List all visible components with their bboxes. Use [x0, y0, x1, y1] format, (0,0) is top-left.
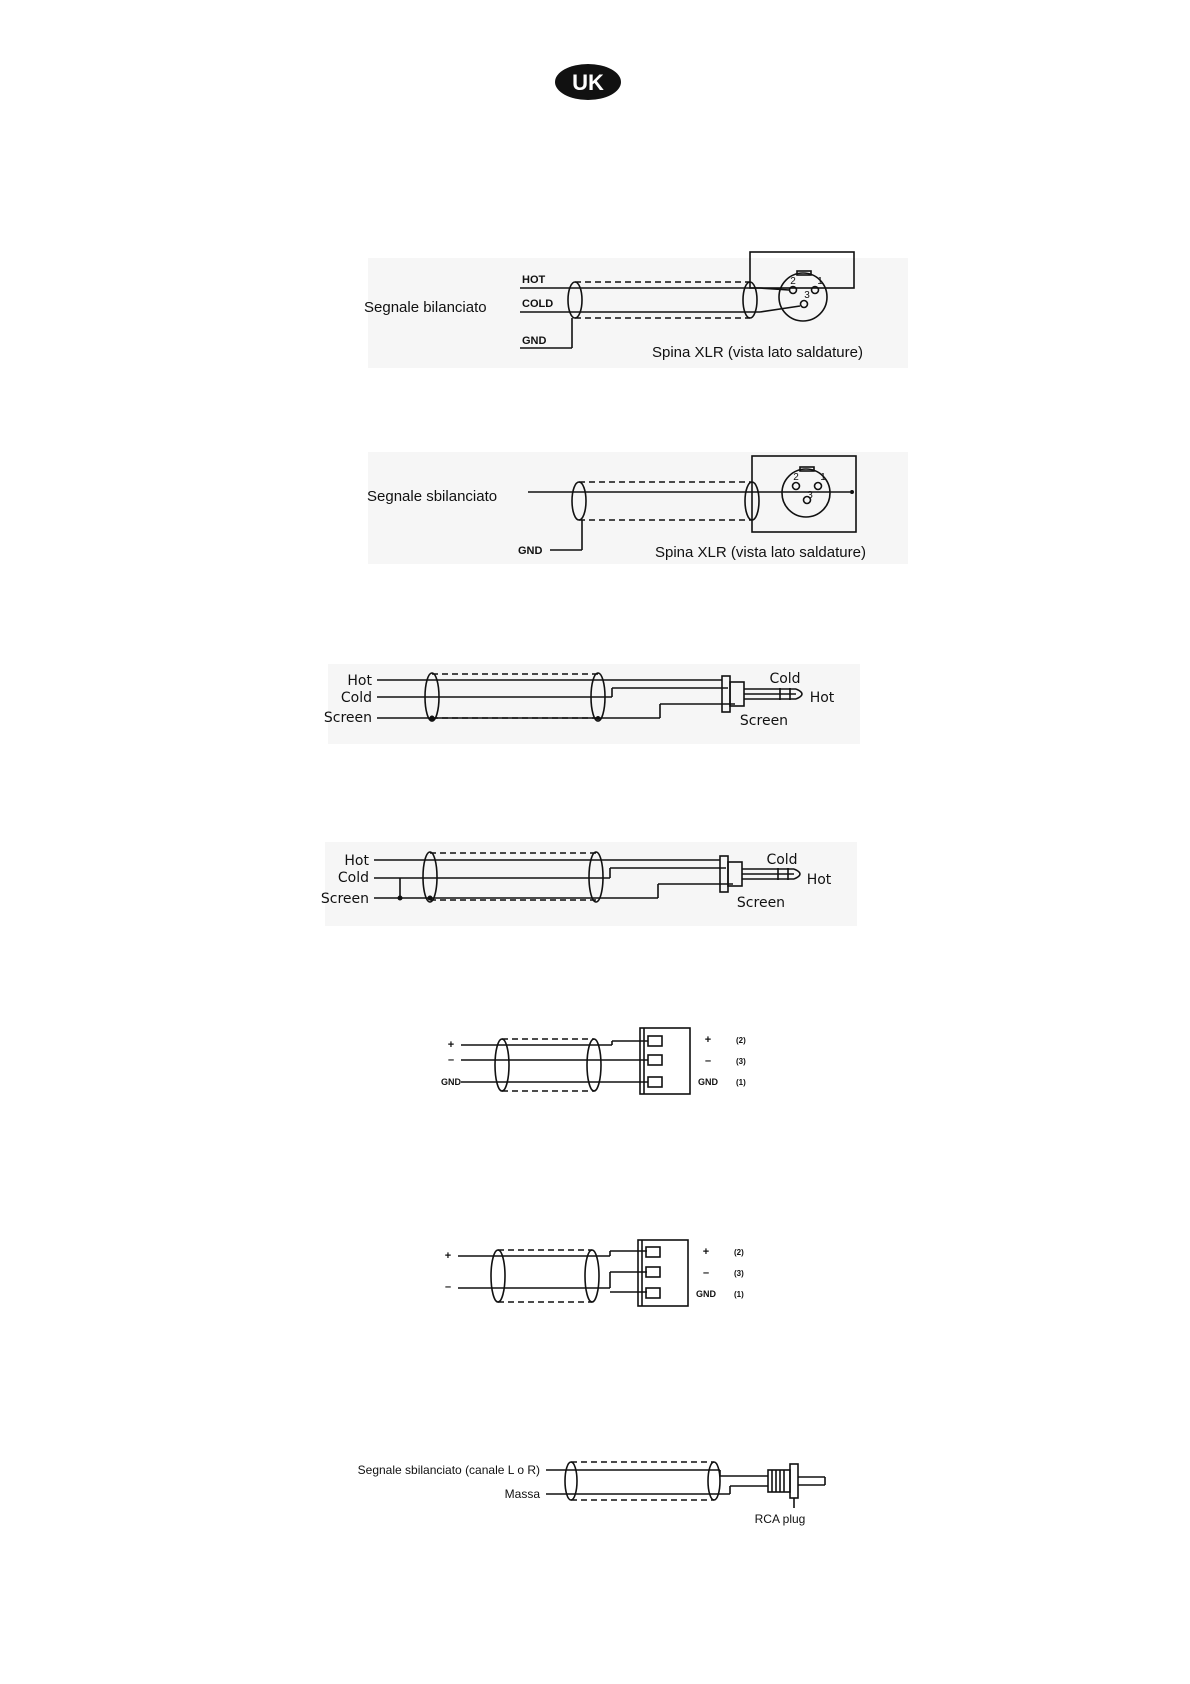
diagram-unbalanced-xlr — [367, 452, 908, 564]
cable-wires — [546, 1462, 768, 1500]
xlr-pin-3: 3 — [804, 290, 810, 301]
diagram-unbalanced-jack — [321, 842, 857, 926]
xlr-connector-label: Spina XLR (vista lato saldature) — [652, 344, 863, 361]
terminal-label-minus: – — [702, 1267, 710, 1279]
wire-label-gnd: GND — [522, 335, 547, 347]
cable-wires — [461, 1039, 648, 1091]
xlr-pin-1: 1 — [817, 276, 823, 287]
diagram-unbalanced-terminal — [445, 1240, 744, 1306]
wire-label-cold: COLD — [522, 298, 554, 310]
plug-label-hot: Hot — [809, 690, 835, 706]
terminal-number-2: (2) — [734, 1248, 744, 1257]
xlr-pin-1: 1 — [820, 472, 826, 483]
wire-label-minus: – — [444, 1281, 452, 1293]
xlr-pin-2: 2 — [790, 276, 796, 287]
unbalanced-xlr-title: Segnale sbilanciato — [367, 488, 498, 505]
terminal-block-icon — [640, 1028, 690, 1094]
terminal-block-icon — [638, 1240, 688, 1306]
terminal-label-minus: – — [704, 1055, 712, 1067]
wire-label-massa: Massa — [504, 1487, 540, 1501]
diagram-balanced-jack — [324, 664, 860, 744]
wire-label-gnd: GND — [518, 545, 543, 557]
diagram-rca — [358, 1462, 825, 1526]
plug-label-cold: Cold — [769, 671, 801, 687]
language-badge-label: UK — [572, 70, 604, 95]
wire-label-hot: Hot — [344, 853, 369, 869]
terminal-number-3: (3) — [736, 1057, 746, 1066]
terminal-label-plus: + — [702, 1246, 710, 1258]
plug-label-cold: Cold — [766, 852, 798, 868]
terminal-number-3: (3) — [734, 1269, 744, 1278]
cable-wires — [458, 1250, 647, 1302]
terminal-label-plus: + — [704, 1034, 712, 1046]
wire-label-screen: Screen — [320, 891, 369, 907]
balanced-xlr-title: Segnale bilanciato — [364, 299, 487, 316]
rca-plug-label: RCA plug — [754, 1512, 806, 1526]
terminal-label-gnd: GND — [698, 1077, 718, 1087]
wire-label-screen: Screen — [323, 710, 372, 726]
terminal-number-1: (1) — [734, 1290, 744, 1299]
terminal-number-1: (1) — [736, 1078, 746, 1087]
diagram-balanced-xlr — [364, 252, 908, 368]
rca-plug-icon — [768, 1464, 825, 1508]
xlr-connector-label: Spina XLR (vista lato saldature) — [655, 544, 866, 561]
wire-label-plus: + — [447, 1039, 455, 1051]
plug-label-screen: Screen — [736, 895, 786, 911]
terminal-label-gnd: GND — [696, 1289, 716, 1299]
plug-label-screen: Screen — [739, 713, 789, 729]
xlr-pin-2: 2 — [793, 472, 799, 483]
wire-label-plus: + — [444, 1250, 452, 1262]
wire-label-hot: Hot — [347, 673, 372, 689]
terminal-number-2: (2) — [736, 1036, 746, 1045]
xlr-pin-3: 3 — [807, 490, 813, 501]
wire-label-hot: HOT — [522, 274, 546, 286]
wire-label-signal: Segnale sbilanciato (canale L o R) — [357, 1463, 540, 1477]
wire-label-minus: – — [447, 1054, 455, 1066]
wire-label-gnd: GND — [441, 1077, 461, 1087]
plug-label-hot: Hot — [806, 872, 832, 888]
diagram-balanced-terminal — [441, 1028, 746, 1094]
wire-label-cold: Cold — [340, 690, 372, 706]
wire-label-cold: Cold — [337, 870, 369, 886]
